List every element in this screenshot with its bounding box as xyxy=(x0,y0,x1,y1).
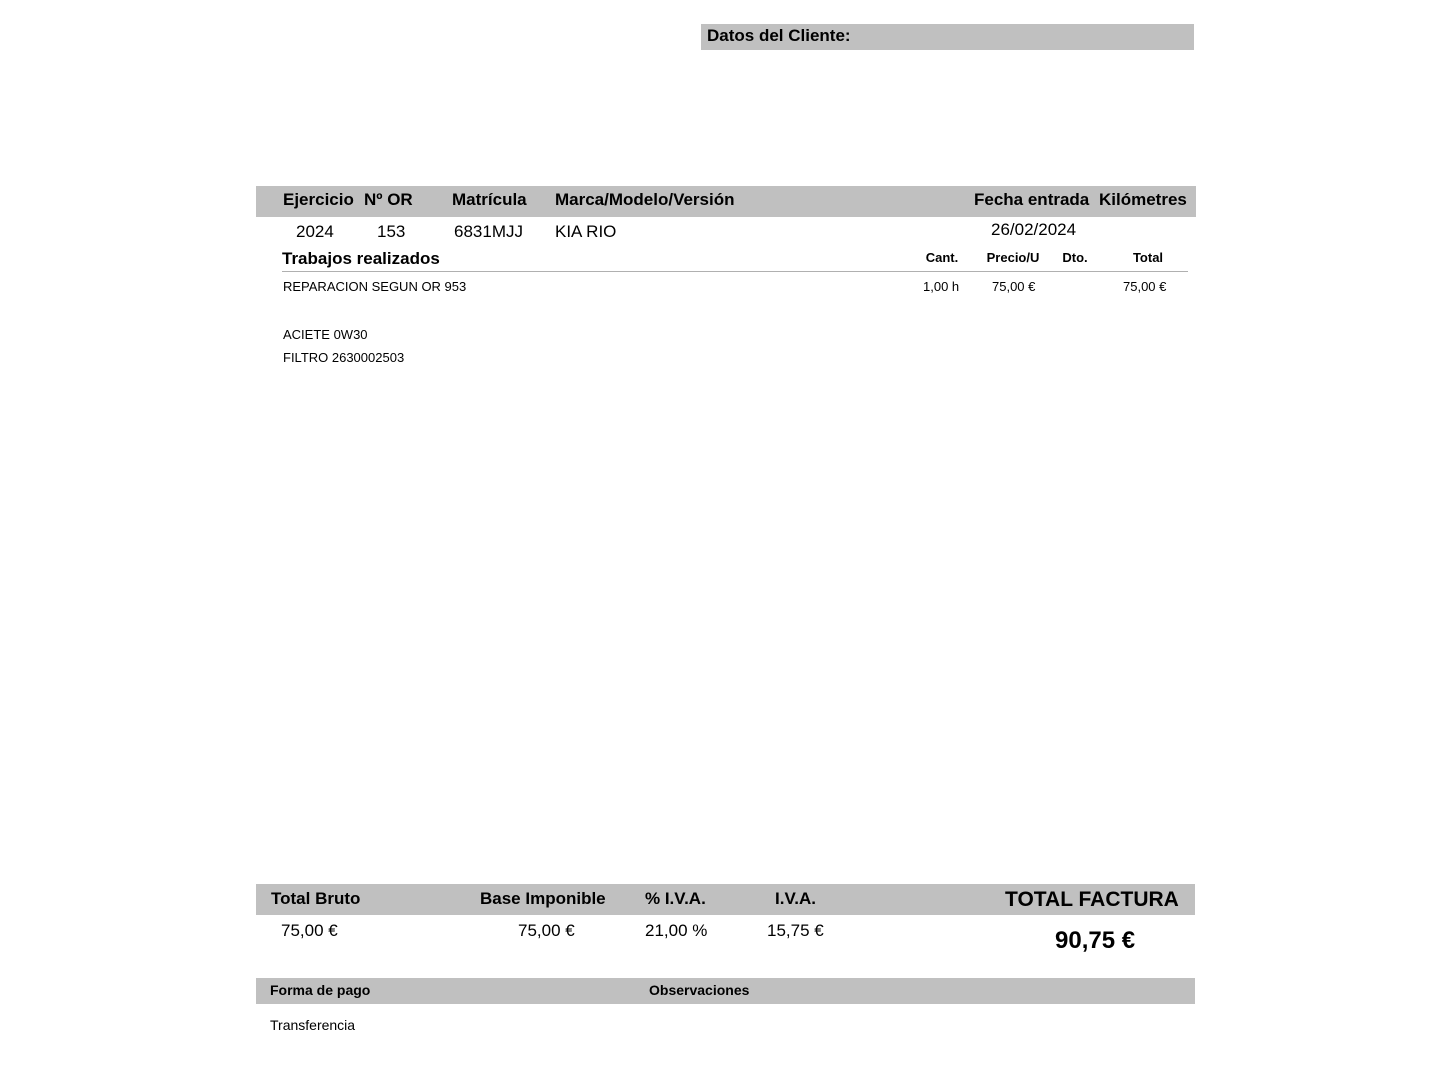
col-precio-unitario: Precio/U xyxy=(986,250,1040,265)
value-matricula: 6831MJJ xyxy=(454,222,523,241)
row-precio: 75,00 € xyxy=(992,279,1036,294)
col-cant: Cant. xyxy=(925,250,959,265)
header-ejercicio: Ejercicio xyxy=(283,190,354,209)
col-total: Total xyxy=(1132,250,1164,265)
value-base-imponible: 75,00 € xyxy=(518,921,575,940)
value-total-factura: 90,75 € xyxy=(1055,927,1136,954)
header-base-imponible: Base Imponible xyxy=(480,889,606,908)
header-numero-or: Nº OR xyxy=(364,190,413,209)
header-total-factura: TOTAL FACTURA xyxy=(1005,888,1179,911)
header-iva: I.V.A. xyxy=(775,889,816,908)
row-cant: 1,00 h xyxy=(923,279,960,294)
header-iva-percent: % I.V.A. xyxy=(645,889,706,908)
value-iva: 15,75 € xyxy=(767,921,824,940)
header-matricula: Matrícula xyxy=(452,190,527,209)
works-divider xyxy=(282,271,1188,272)
row-total: 75,00 € xyxy=(1123,279,1167,294)
header-fecha-entrada: Fecha entrada xyxy=(974,190,1090,209)
value-fecha-entrada: 26/02/2024 xyxy=(991,220,1077,239)
client-heading: Datos del Cliente: xyxy=(707,26,851,45)
note-line: ACIETE 0W30 xyxy=(283,327,368,342)
value-iva-percent: 21,00 % xyxy=(645,921,708,940)
value-ejercicio: 2024 xyxy=(296,222,334,241)
header-forma-pago: Forma de pago xyxy=(270,982,371,998)
header-kilometros: Kilómetres xyxy=(1099,190,1187,209)
works-title: Trabajos realizados xyxy=(282,249,440,268)
note-line: FILTRO 2630002503 xyxy=(283,350,405,365)
value-forma-pago: Transferencia xyxy=(270,1017,356,1033)
header-marca-modelo: Marca/Modelo/Versión xyxy=(555,190,735,209)
row-description: REPARACION SEGUN OR 953 xyxy=(283,279,467,294)
value-numero-or: 153 xyxy=(377,222,406,241)
header-observaciones: Observaciones xyxy=(649,982,750,998)
header-total-bruto: Total Bruto xyxy=(271,889,361,908)
value-marca-modelo: KIA RIO xyxy=(555,222,617,241)
col-dto: Dto. xyxy=(1062,250,1088,265)
value-total-bruto: 75,00 € xyxy=(281,921,338,940)
